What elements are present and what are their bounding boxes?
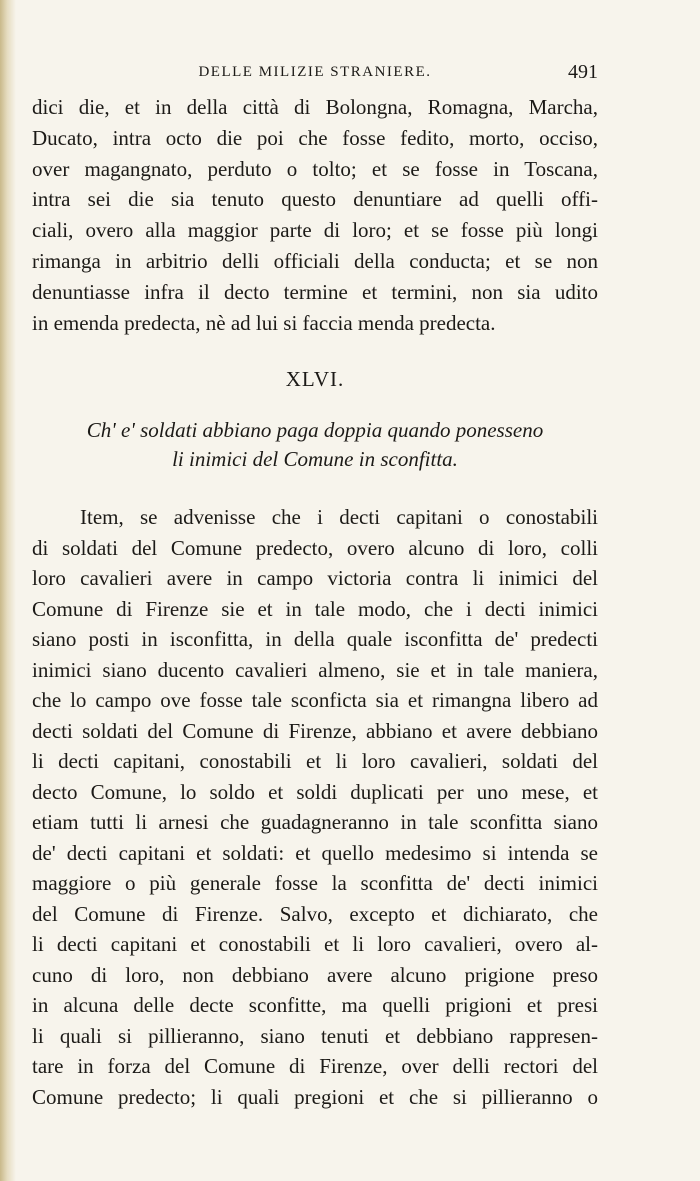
text-line: che lo campo ove fosse tale sconficta sia et rimangna libero ad (32, 688, 598, 712)
paragraph-continued (32, 92, 598, 338)
text-line: de' decti capitani et soldati: et quello medesimo si intenda se (32, 840, 598, 865)
book-spine-shadow (0, 0, 16, 1181)
text-line: Comune di Firenze sie et in tale modo, che i decti inimici (32, 596, 598, 621)
text-line: li decti capitani et conostabili et li loro cavalieri, overo al- (32, 932, 598, 956)
text-line: Ducato, intra octo die poi che fosse fedito, morto, occiso, (32, 125, 598, 150)
section-paragraph (32, 502, 598, 1112)
text-line: decto Comune, lo soldo et soldi duplicati per uno mese, et (32, 779, 598, 804)
text-line: rimanga in arbitrio delli officiali della conducta; et se non (32, 248, 598, 273)
text-line: intra sei die sia tenuto questo denuntiare ad quelli offi- (32, 187, 598, 212)
text-line: in alcuna delle decte sconfitte, ma quelli prigioni et presi (32, 993, 598, 1017)
section-title-line: Ch' e' soldati abbiano paga doppia quando ponesseno (86, 418, 544, 442)
text-line: Comune predecto; li quali pregioni et che si pillieranno o (32, 1084, 598, 1109)
text-line: siano posti in isconfitta, in della quale isconfitta de' predecti (32, 627, 598, 651)
text-line: Item, se advenisse che i decti capitani o conostabili (80, 505, 598, 529)
section-title-line: li inimici del Comune in sconfitta. (172, 447, 458, 471)
text-line: del Comune di Firenze. Salvo, excepto et dichiarato, che (32, 901, 598, 926)
text-line: tare in forza del Comune di Firenze, over delli rectori del (32, 1054, 598, 1078)
text-line: maggiore o più generale fosse la sconfitta de' decti inimici (32, 871, 598, 895)
text-line: li quali si pillieranno, siano tenuti et debbiano rappresen- (32, 1023, 598, 1048)
running-head (32, 58, 598, 86)
text-line: decti soldati del Comune di Firenze, abbiano et avere debbiano (32, 718, 598, 743)
text-line: ciali, overo alla maggior parte di loro; et se fosse più longi (32, 218, 598, 243)
text-line: etiam tutti li arnesi che guadagneranno in tale sconfitta siano (32, 810, 598, 834)
text-line: over magangnato, perduto o tolto; et se fosse in Toscana, (32, 156, 598, 181)
text-line: denuntiasse infra il decto termine et termini, non sia udito (32, 279, 598, 304)
text-line: in emenda predecta, nè ad lui si faccia menda predecta. (32, 310, 496, 335)
text-line: inimici siano ducento cavalieri almeno, sie et in tale maniera, (32, 657, 598, 682)
text-line: loro cavalieri avere in campo victoria contra li inimici del (32, 566, 598, 590)
text-line: di soldati del Comune predecto, overo alcuno di loro, colli (32, 535, 598, 560)
page-number: 491 (568, 61, 598, 83)
text-line: dici die, et in della città di Bolongna, Romagna, Marcha, (32, 95, 598, 119)
running-title: DELLE MILIZIE STRANIERE. (198, 64, 432, 80)
section-number: XLVI. (285, 367, 345, 391)
section-title (32, 416, 598, 474)
text-line: cuno di loro, non debbiano avere alcuno prigione preso (32, 962, 598, 987)
text-line: li decti capitani, conostabili et li loro cavalieri, soldati del (32, 749, 598, 773)
